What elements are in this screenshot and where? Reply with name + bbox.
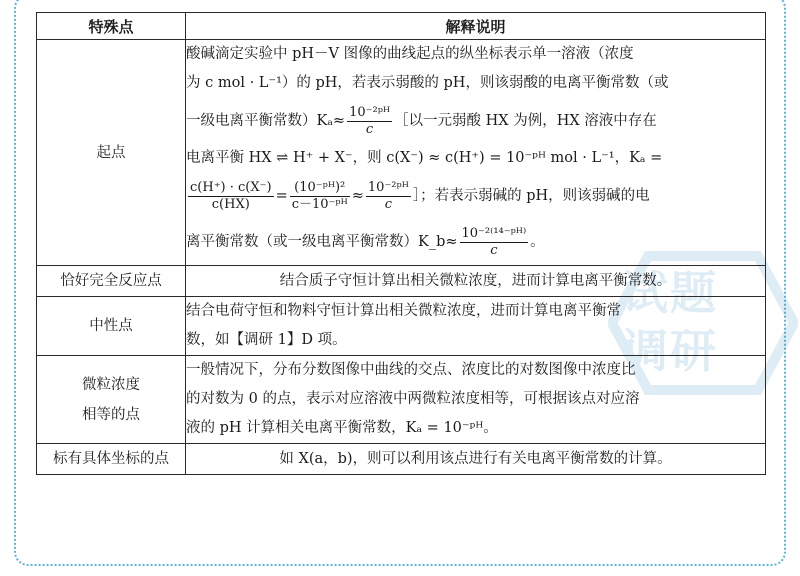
table-row-start-point bbox=[37, 40, 766, 266]
header-special-point: 特殊点 bbox=[37, 13, 186, 40]
row-label-neutral-point: 中性点 bbox=[37, 297, 186, 356]
start-line-6-text: 离平衡常数（或一级电离平衡常数）K_b≈ bbox=[186, 234, 458, 250]
f2-denominator: c－10⁻ᵖᴴ bbox=[291, 196, 348, 212]
start-line-3-text: 一级电离平衡常数）Kₐ≈ bbox=[186, 113, 346, 129]
row-desc-equal-concentration-point bbox=[186, 356, 766, 444]
table-row-equivalence-point bbox=[37, 266, 766, 297]
approx-sign: ≈ bbox=[351, 188, 364, 204]
row-desc-neutral-point bbox=[186, 297, 766, 356]
f1-numerator: c(H⁺) · c(X⁻) bbox=[190, 179, 272, 195]
equal-line-2: 的对数为 0 的点，表示对应溶液中两微粒浓度相等，可根据该点对应溶 bbox=[186, 391, 640, 407]
watermark-line2: 调研 bbox=[622, 324, 718, 378]
row-label-start-point: 起点 bbox=[37, 40, 186, 266]
f3-denominator: c bbox=[384, 196, 393, 212]
neutral-line-2: 数，如【调研 1】D 项。 bbox=[186, 332, 347, 348]
equal-line-1: 一般情况下，分布分数图像中曲线的交点、浓度比的对数图像中浓度比 bbox=[186, 362, 636, 378]
start-line-1: 酸碱滴定实验中 pH－V 图像的曲线起点的纵坐标表示单一溶液（浓度 bbox=[186, 46, 634, 62]
table-row-neutral-point bbox=[37, 297, 766, 356]
ka-numerator: 10⁻²ᵖᴴ bbox=[349, 104, 391, 120]
kb-denominator: c bbox=[490, 242, 498, 258]
label-line-1: 微粒浓度 bbox=[82, 376, 140, 393]
equals-sign: = bbox=[275, 188, 288, 204]
label-line-2: 相等的点 bbox=[82, 406, 140, 423]
header-explanation: 解释说明 bbox=[186, 13, 766, 40]
ka-fraction bbox=[347, 105, 392, 138]
f1-denominator: c(HX) bbox=[211, 196, 250, 212]
table-row-coordinate-point bbox=[37, 444, 766, 475]
row-desc-coordinate-point: 如 X(a，b)，则可以利用该点进行有关电离平衡常数的计算。 bbox=[186, 444, 766, 475]
start-line-6-end: 。 bbox=[530, 234, 545, 250]
row-label-equal-concentration-point bbox=[37, 356, 186, 444]
f3-numerator: 10⁻²ᵖᴴ bbox=[367, 179, 409, 195]
start-line-6 bbox=[186, 219, 765, 265]
equal-line-3: 液的 pH 计算相关电离平衡常数，Kₐ = 10⁻ᵖᴴ。 bbox=[186, 420, 498, 436]
ka-expr-fraction-3 bbox=[366, 180, 411, 213]
kb-fraction bbox=[460, 226, 529, 259]
start-line-5-rest: ］；若表示弱碱的 pH，则该弱碱的电 bbox=[412, 188, 650, 204]
start-line-3-rest: ［以一元弱酸 HX 为例，HX 溶液中存在 bbox=[394, 113, 657, 129]
start-line-5 bbox=[186, 173, 765, 219]
neutral-line-1: 结合电荷守恒和物料守恒计算出相关微粒浓度，进而计算电离平衡常 bbox=[186, 303, 621, 319]
row-label-equivalence-point: 恰好完全反应点 bbox=[37, 266, 186, 297]
row-desc-start-point bbox=[186, 40, 766, 266]
start-line-3 bbox=[186, 98, 765, 144]
start-line-2: 为 c mol · L⁻¹）的 pH，若表示弱酸的 pH，则该弱酸的电离平衡常数（或 bbox=[186, 75, 669, 91]
row-desc-equivalence-point: 结合质子守恒计算出相关微粒浓度，进而计算电离平衡常数。 bbox=[186, 266, 766, 297]
watermark-line1: 试题 bbox=[622, 266, 718, 320]
kb-numerator: 10⁻²⁽¹⁴⁻ᵖᴴ⁾ bbox=[461, 225, 527, 241]
row-label-coordinate-point: 标有具体坐标的点 bbox=[37, 444, 186, 475]
ka-expr-fraction-2 bbox=[290, 180, 350, 213]
ka-expr-fraction-1 bbox=[188, 180, 274, 213]
table-row-equal-concentration-point bbox=[37, 356, 766, 444]
f2-numerator: (10⁻ᵖᴴ)² bbox=[290, 180, 350, 197]
table-header-row bbox=[37, 13, 766, 40]
special-points-table bbox=[36, 12, 766, 475]
ka-denominator: c bbox=[365, 121, 374, 137]
start-line-4: 电离平衡 HX ⇌ H⁺ + X⁻，则 c(X⁻) ≈ c(H⁺) = 10⁻ᵖᴴ mol · L⁻¹，Kₐ = bbox=[186, 150, 663, 166]
